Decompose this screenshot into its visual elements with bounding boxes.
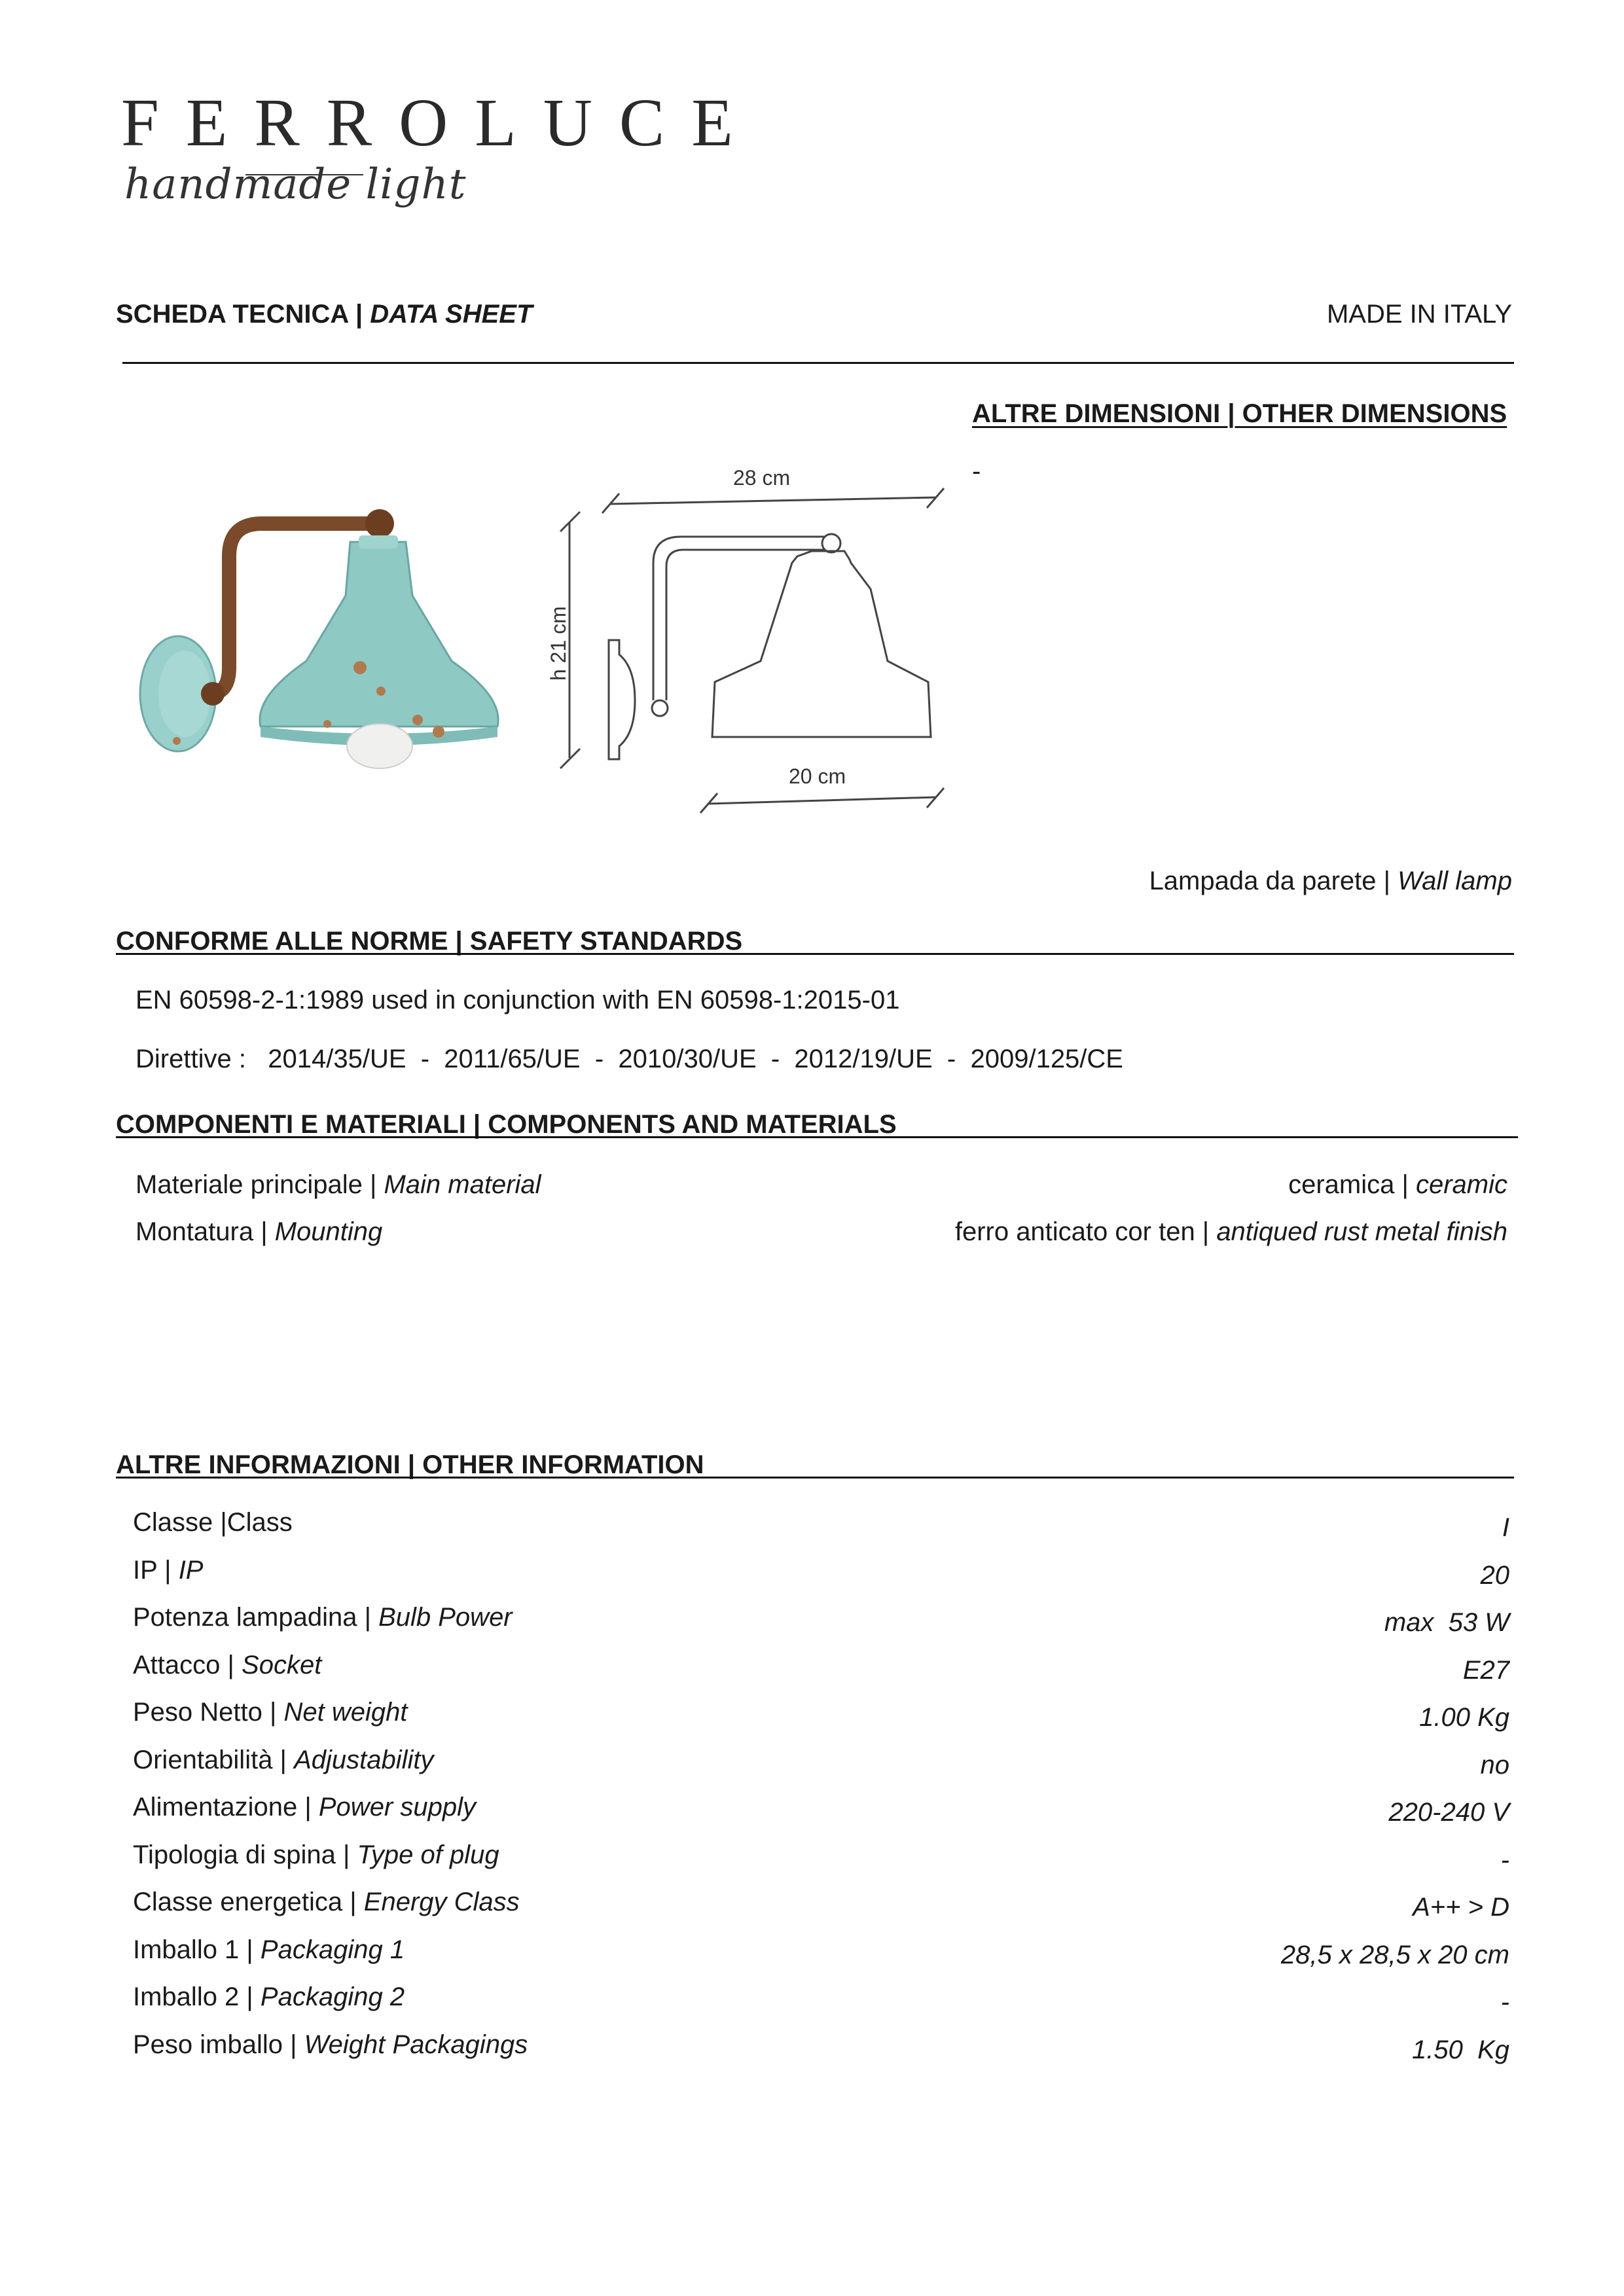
info-label-it: Peso Netto | (133, 1698, 284, 1727)
info-label-en: Class (226, 1508, 293, 1537)
info-label-en: Socket (242, 1650, 322, 1679)
info-title: ALTRE INFORMAZIONI | OTHER INFORMATION (116, 1450, 704, 1479)
brand-logo: FERROLUCE (121, 85, 760, 160)
component-value-en: antiqued rust metal finish (1216, 1217, 1507, 1246)
tagline-underline (245, 174, 363, 175)
info-label-en: Packaging 2 (260, 1982, 405, 2011)
info-row-label (133, 1889, 520, 1915)
sheet-title-it: SCHEDA TECNICA (116, 300, 348, 329)
product-type-en: Wall lamp (1398, 867, 1512, 895)
component-label-it: Montatura (135, 1217, 254, 1246)
info-row-label (133, 1557, 203, 1583)
component-value-en: ceramic (1415, 1170, 1507, 1199)
component-value: ceramica | ceramic (1288, 1170, 1507, 1199)
safety-title: CONFORME ALLE NORME | SAFETY STANDARDS (116, 927, 743, 956)
safety-divider (116, 953, 1514, 955)
info-row-label (133, 1699, 408, 1725)
info-label-en: Energy Class (363, 1888, 520, 1916)
info-label-it: Classe energetica | (133, 1888, 364, 1916)
info-row-label (133, 1984, 405, 2010)
info-row-value: 1.50 Kg (1411, 2035, 1509, 2064)
component-label: Montatura | Mounting (135, 1217, 383, 1246)
info-row-value: I (1502, 1513, 1509, 1542)
other-dimensions-value: - (972, 457, 981, 486)
components-title: COMPONENTI E MATERIALI | COMPONENTS AND MATERIALS (116, 1110, 897, 1139)
info-label-it: Imballo 2 | (133, 1982, 261, 2011)
info-row-value: 220-240 V (1388, 1798, 1509, 1827)
info-row-label (133, 1937, 405, 1963)
component-value: ferro anticato cor ten | antiqued rust metal finish (954, 1217, 1507, 1246)
made-in-label: MADE IN ITALY (1326, 300, 1512, 329)
info-row-value: 28,5 x 28,5 x 20 cm (1280, 1940, 1509, 1969)
info-row-label (133, 1604, 513, 1630)
info-row-value: - (1500, 1845, 1509, 1874)
product-photo (131, 497, 537, 805)
component-label-it: Materiale principale (135, 1170, 363, 1199)
info-label-it: Classe | (133, 1508, 227, 1537)
info-label-en: Adjustability (294, 1745, 434, 1774)
product-type (1149, 868, 1512, 894)
info-row-label (133, 2032, 528, 2058)
component-label-en: Mounting (274, 1217, 383, 1246)
sheet-title-sep: | (348, 300, 370, 329)
info-row-label (133, 1652, 321, 1678)
sheet-title (116, 301, 532, 327)
info-row-label (133, 1509, 293, 1535)
info-row-value: max 53 W (1384, 1608, 1509, 1637)
product-type-sep: | (1376, 867, 1398, 895)
dim-width-bottom: 20 cm (789, 764, 846, 788)
info-row-value: E27 (1462, 1655, 1509, 1685)
safety-directives: Direttive : 2014/35/UE - 2011/65/UE - 2010/30/UE - 2012/19/UE - 2009/125/CE (135, 1045, 1123, 1073)
info-label-en: Bulb Power (378, 1603, 513, 1632)
info-label-en: Packaging 1 (260, 1935, 405, 1964)
component-label-en: Main material (384, 1170, 541, 1199)
component-value-it: ferro anticato cor ten (954, 1217, 1195, 1246)
other-dimensions-title: ALTRE DIMENSIONI | OTHER DIMENSIONS (972, 399, 1507, 428)
info-label-it: Orientabilità | (133, 1745, 295, 1774)
components-divider (116, 1136, 1518, 1138)
info-label-it: Attacco | (133, 1650, 242, 1679)
info-label-en: Net weight (283, 1698, 408, 1727)
component-value-it: ceramica (1288, 1170, 1395, 1199)
info-label-it: Alimentazione | (133, 1793, 319, 1821)
info-row-value: - (1500, 1988, 1509, 2017)
info-row-label (133, 1794, 476, 1820)
brand-tagline: handmade light (124, 160, 467, 209)
info-label-en: IP (178, 1555, 204, 1585)
info-label-it: Imballo 1 | (133, 1935, 261, 1964)
dim-width-top: 28 cm (733, 466, 791, 490)
info-label-it: IP | (133, 1555, 179, 1585)
info-label-en: Weight Packagings (304, 2030, 528, 2059)
info-row-value: 20 (1480, 1560, 1509, 1590)
dim-height: h 21 cm (547, 606, 570, 681)
info-label-en: Type of plug (357, 1840, 499, 1869)
safety-norm: EN 60598-2-1:1989 used in conjunction with EN 60598-1:2015-01 (135, 986, 900, 1014)
info-row-value: 1.00 Kg (1419, 1703, 1509, 1732)
info-label-it: Potenza lampadina | (133, 1603, 379, 1632)
dimension-drawing (537, 452, 956, 818)
info-label-it: Peso imballo | (133, 2030, 304, 2059)
product-type-it: Lampada da parete (1149, 867, 1377, 895)
info-row-label (133, 1747, 434, 1773)
info-row-value: A++ > D (1413, 1893, 1509, 1922)
sheet-title-en: DATA SHEET (370, 300, 533, 329)
info-label-it: Tipologia di spina | (133, 1840, 357, 1869)
header-divider (122, 362, 1514, 364)
info-row-value: no (1480, 1750, 1509, 1780)
info-divider (116, 1477, 1514, 1479)
info-row-label (133, 1842, 499, 1868)
info-label-en: Power supply (318, 1793, 476, 1821)
component-label: Materiale principale | Main material (135, 1170, 541, 1199)
